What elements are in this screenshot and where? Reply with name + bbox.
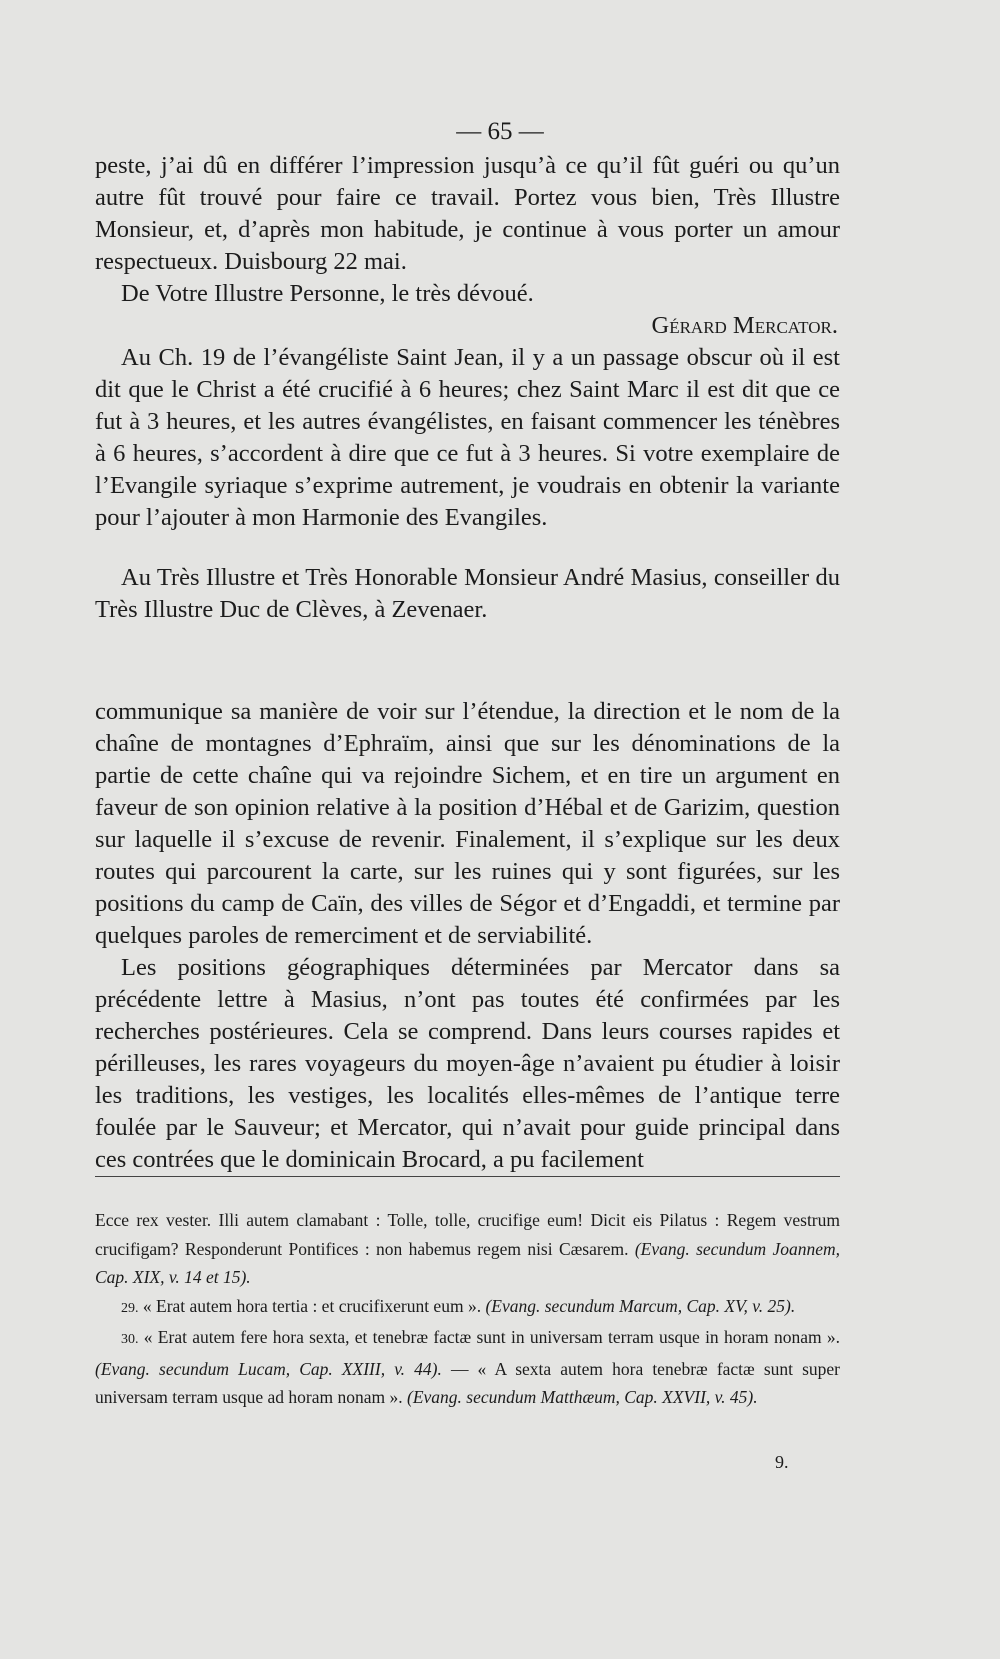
footnote-continued-text: Ecce rex vester. Illi autem clamabant : Tolle, tolle, crucifige eum! Dicit eis Pilatus : Regem vestrum crucifigam? Responderunt Pontifices : non habemus regem nisi Cæsarem.	[95, 1210, 840, 1259]
letter-closing: De Votre Illustre Personne, le très dévoué.	[121, 280, 534, 307]
footnote-29-text: « Erat autem hora tertia : et crucifixerunt eum ».	[142, 1295, 482, 1316]
letter-section	[95, 150, 840, 1176]
commentary-paragraph-1: communique sa manière de voir sur l’étendue, la direction et le nom de la chaîne de montagnes d’Ephraïm, ainsi que sur les dénominations de la partie de cette chaîne qui va rejoindre Sichem, et en tire un argument en faveur de son opinion relative à la position d’Hébal et de Garizim, question sur laquelle il s’excuse de revenir. Finalement, il s’explique sur les deux routes qui parcourent la carte, sur les ruines qui y sont figurées, sur les positions du camp de Caïn, des villes de Ségor et d’Engaddi, et termine par quelques paroles de remerciment et de serviabilité.	[95, 698, 840, 949]
footnote-30-ref-1: (Evang. secundum Lucam, Cap. XXIII, v. 44).	[95, 1358, 442, 1379]
footnote-30-text: « Erat autem fere hora sexta, et tenebræ factæ sunt in universam terram usque in horam nonam ».	[143, 1327, 840, 1347]
footnote-30	[95, 1323, 840, 1412]
footnote-29	[95, 1292, 840, 1324]
footnote-29-number: 29.	[121, 1300, 139, 1316]
letter-postscript: Au Ch. 19 de l’évangéliste Saint Jean, il y a un passage obscur où il est dit que le Christ a été crucifié à 6 heures; chez Saint Marc il est dit que ce fut à 3 heures, et les autres évangélistes, en faisant commencer les ténèbres à 6 heures, s’accordent à dire que ce fut à 3 heures. Si votre exemplaire de l’Evangile syriaque s’exprime autrement, je voudrais en obtenir la variante pour l’ajouter à mon Harmonie des Evangiles.	[95, 344, 840, 531]
signature-mark: 9.	[775, 1452, 789, 1472]
footnotes	[95, 1206, 840, 1412]
footnote-continued-ref: (Evang. secundum Joannem, Cap. XIX, v. 14 et 15).	[95, 1238, 840, 1287]
footnote-30-number: 30.	[121, 1332, 139, 1347]
footnote-30-text-2: — « A sexta autem hora tenebræ factæ sunt super universam terram usque ad horam nonam ».	[95, 1358, 840, 1407]
footnote-continued	[95, 1206, 840, 1292]
footnote-30-ref-2: (Evang. secundum Matthæum, Cap. XXVII, v. 45).	[407, 1387, 758, 1407]
page-number: — 65 —	[456, 118, 544, 145]
letter-paragraph-1: peste, j’ai dû en différer l’impression jusqu’à ce qu’il fût guéri ou qu’un autre fût trouvé pour faire ce travail. Portez vous bien, Très Illustre Monsieur, et, d’après mon habitude, je continue à vous porter un amour respectueux. Duisbourg 22 mai.	[95, 152, 840, 275]
footnote-29-ref: (Evang. secundum Marcum, Cap. XV, v. 25).	[485, 1295, 796, 1316]
letter-signature: Gérard Mercator.	[651, 312, 838, 339]
footnote-divider	[95, 1176, 840, 1177]
commentary-paragraph-2: Les positions géographiques déterminées par Mercator dans sa précédente lettre à Masius, n’ont pas toutes été confirmées par les recherches postérieures. Cela se comprend. Dans leurs courses rapides et périlleuses, les rares voyageurs du moyen-âge n’avaient pu étudier à loisir les traditions, les vestiges, les localités elles-mêmes de l’antique terre foulée par le Sauveur; et Mercator, qui n’avait pour guide principal dans ces contrées que le dominicain Brocard, a pu facilement	[95, 954, 840, 1173]
letter-address: Au Très Illustre et Très Honorable Monsieur André Masius, conseiller du Très Illustre Duc de Clèves, à Zevenaer.	[95, 564, 840, 623]
